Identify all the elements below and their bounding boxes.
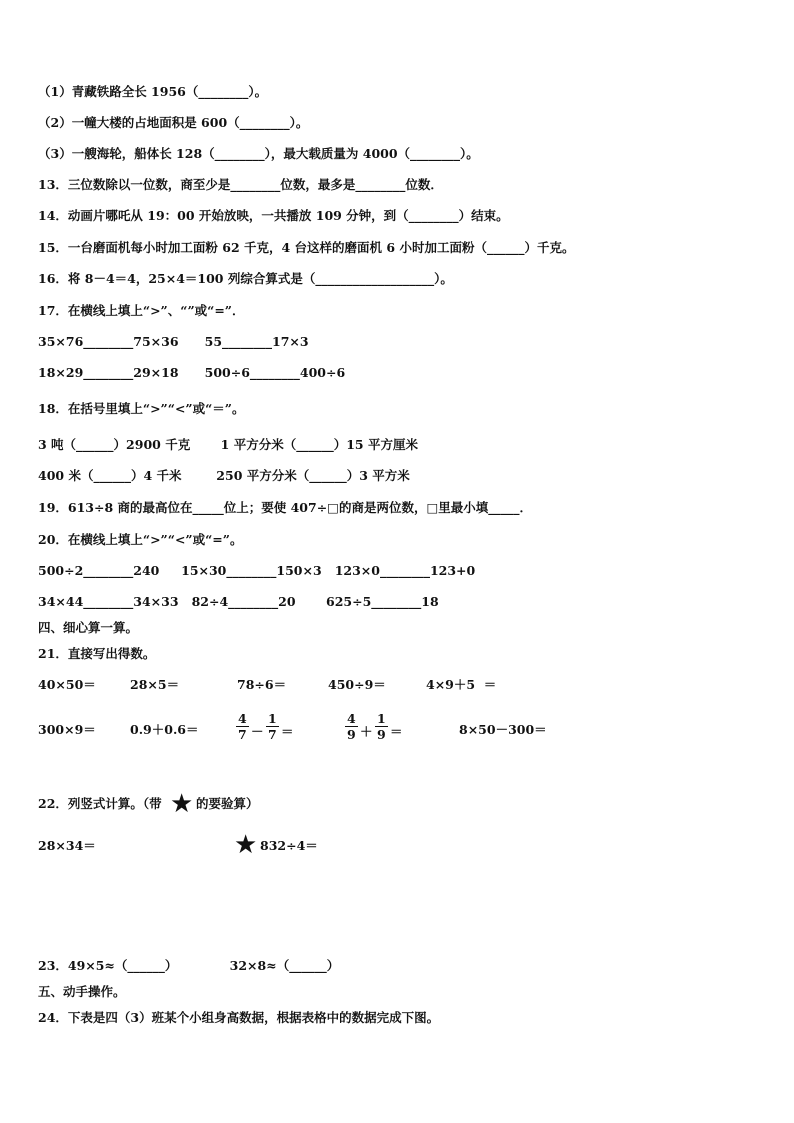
denominator: 9 bbox=[377, 727, 386, 742]
question-19: 19．613÷8 商的最高位在_____位上；要使 407÷□的商是两位数，□里最小填_____． bbox=[38, 500, 533, 515]
question-18: 18．在括号里填上“>”“<”或“＝”。 bbox=[38, 401, 245, 416]
q12-part3: （3）一艘海轮，船体长 128（________），最大载质量为 4000（________）。 bbox=[38, 146, 479, 161]
operator: － bbox=[251, 724, 264, 739]
denominator: 9 bbox=[347, 727, 356, 742]
question-23: 23．49×5≈（______） 32×8≈（______） bbox=[38, 958, 340, 973]
black-star-icon: ★ bbox=[170, 789, 194, 819]
numerator: 1 bbox=[377, 711, 386, 726]
calc-item: 4×9＋5 ＝ bbox=[426, 677, 497, 692]
denominator: 7 bbox=[268, 727, 277, 742]
calc-item: 300×9＝ bbox=[38, 722, 96, 737]
denominator: 7 bbox=[238, 727, 247, 742]
equals-sign: ＝ bbox=[390, 724, 403, 739]
question-18-row1: 3 吨（______）2900 千克 1 平方分米（______）15 平方厘米 bbox=[38, 437, 418, 452]
question-22: 22．列竖式计算。（带 bbox=[38, 796, 162, 811]
fraction bbox=[345, 711, 358, 742]
fraction bbox=[236, 711, 249, 742]
question-22-suffix: 的要验算） bbox=[196, 796, 259, 811]
calc-item: 8×50－300＝ bbox=[459, 722, 547, 737]
equals-sign: ＝ bbox=[281, 724, 294, 739]
question-17: 17．在横线上填上“>”、“”或“=”． bbox=[38, 303, 245, 318]
question-13: 13．三位数除以一位数，商至少是________位数，最多是________位数． bbox=[38, 177, 443, 192]
vertical-calc-1: 28×34＝ bbox=[38, 838, 96, 853]
question-17-row2: 18×29________29×18 500÷6________400÷6 bbox=[38, 365, 346, 380]
fraction bbox=[266, 711, 279, 742]
question-20-row2: 34×44________34×33 82÷4________20 625÷5________18 bbox=[38, 594, 439, 609]
question-14: 14．动画片哪吒从 19：00 开始放映，一共播放 109 分钟，到（________）结束。 bbox=[38, 208, 509, 223]
question-18-row2: 400 米（______）4 千米 250 平方分米（______）3 平方米 bbox=[38, 468, 410, 483]
calc-item: 450÷9＝ bbox=[328, 677, 386, 692]
q12-part1: （1）青藏铁路全长 1956（________）。 bbox=[38, 84, 268, 99]
calc-item: 28×5＝ bbox=[130, 677, 180, 692]
question-17-row1: 35×76________75×36 55________17×3 bbox=[38, 334, 309, 349]
q12-part2: （2）一幢大楼的占地面积是 600（________）。 bbox=[38, 115, 309, 130]
question-21: 21．直接写出得数。 bbox=[38, 646, 156, 661]
numerator: 4 bbox=[347, 711, 356, 726]
question-20-row1: 500÷2________240 15×30________150×3 123×0________123+0 bbox=[38, 563, 476, 578]
calc-item: 40×50＝ bbox=[38, 677, 96, 692]
numerator: 4 bbox=[238, 711, 247, 726]
vertical-calc-2: 832÷4＝ bbox=[260, 838, 318, 853]
fraction bbox=[375, 711, 388, 742]
section-5-heading: 五、动手操作。 bbox=[38, 984, 126, 999]
question-15: 15．一台磨面机每小时加工面粉 62 千克，4 台这样的磨面机 6 小时加工面粉（______）千克。 bbox=[38, 240, 575, 255]
section-4-heading: 四、细心算一算。 bbox=[38, 620, 139, 635]
black-star-icon: ★ bbox=[234, 830, 258, 860]
question-20: 20．在横线上填上“>”“<”或“=”。 bbox=[38, 532, 243, 547]
operator: ＋ bbox=[360, 724, 373, 739]
calc-item: 78÷6＝ bbox=[237, 677, 287, 692]
question-24: 24．下表是四（3）班某个小组身高数据，根据表格中的数据完成下图。 bbox=[38, 1010, 440, 1025]
question-16: 16．将 8－4＝4，25×4＝100 列综合算式是（___________________）。 bbox=[38, 271, 453, 286]
numerator: 1 bbox=[268, 711, 277, 726]
calc-item: 0.9＋0.6＝ bbox=[130, 722, 199, 737]
